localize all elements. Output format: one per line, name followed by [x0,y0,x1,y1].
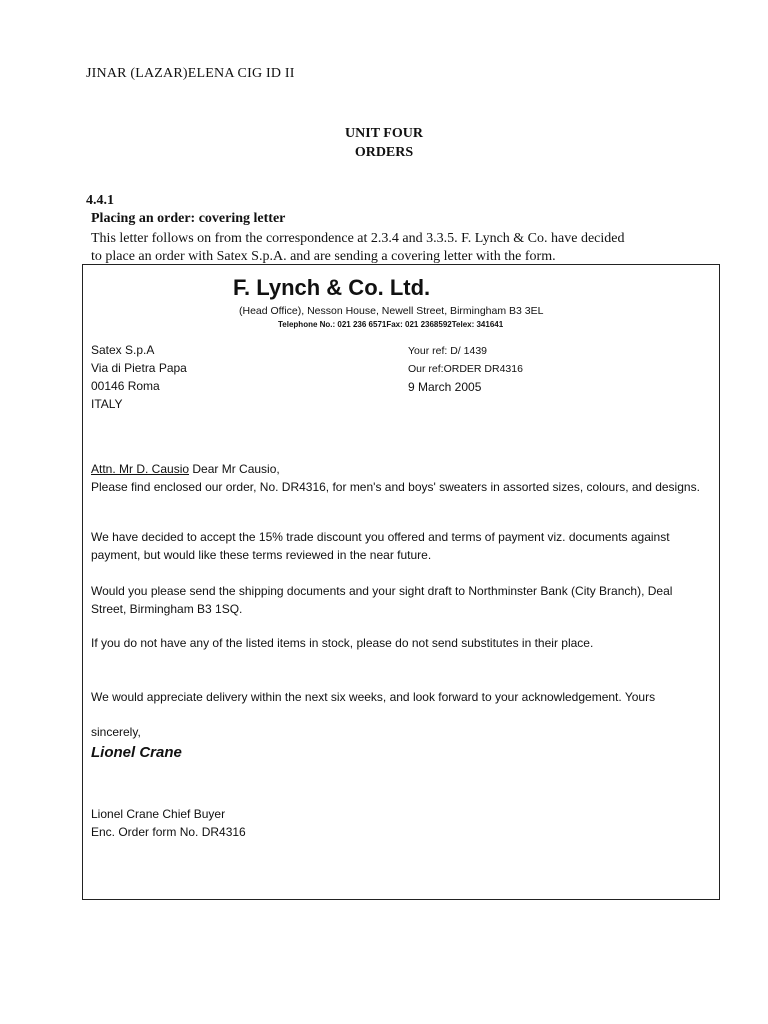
intro-line-2: to place an order with Satex S.p.A. and are sending a covering letter with the form. [91,249,556,264]
recipient-line: 00146 Roma [91,379,160,393]
letter-paragraph-3: Would you please send the shipping documents and your sight draft to Northminster Bank (City Branch), Deal Street, Birmingham B3 1SQ. [91,584,673,616]
section-heading: Placing an order: covering letter [91,211,286,226]
signature: Lionel Crane [91,744,182,761]
letter-paragraph-4: If you do not have any of the listed items in stock, please do not send substitutes in their place. [91,636,594,650]
recipient-address [91,341,187,413]
signer-title: Lionel Crane Chief Buyer [91,807,226,821]
student-name-line: JINAR (LAZAR)ELENA CIG ID II [86,66,295,81]
unit-subtitle: ORDERS [354,145,414,160]
letter-paragraph-1 [91,460,711,496]
company-name: F. Lynch & Co. Ltd. [233,275,431,300]
recipient-line: ITALY [91,397,123,411]
section-intro [91,230,691,266]
enclosure-note: Enc. Order form No. DR4316 [91,825,246,839]
recipient-line: Satex S.p.A [91,343,155,357]
salutation: Dear Mr Causio, [189,462,280,476]
letter-paragraph-5: We would appreciate delivery within the next six weeks, and look forward to your acknowledgement. Yours [91,690,656,704]
unit-title: UNIT FOUR [345,126,423,141]
company-address: (Head Office), Nesson House, Newell Street, Birmingham B3 3EL [239,305,544,317]
intro-line-1: This letter follows on from the correspondence at 2.3.4 and 3.3.5. F. Lynch & Co. have decided [91,231,625,246]
recipient-line: Via di Pietra Papa [91,361,187,375]
signer-block [91,805,246,841]
our-ref: Our ref:ORDER DR4316 [408,363,523,375]
unit-title-block [0,124,768,162]
your-ref: Your ref: D/ 1439 [408,345,487,357]
attention-line: Attn. Mr D. Causio [91,462,190,476]
company-contact: Telephone No.: 021 236 6571Fax: 021 2368592Telex: 341641 [278,320,504,329]
closing: sincerely, [91,725,141,739]
letter-date: 9 March 2005 [408,380,482,394]
reference-block [408,342,523,396]
section-number: 4.4.1 [86,193,114,208]
paragraph-text: Please find enclosed our order, No. DR4316, for men's and boys' sweaters in assorted sizes, colours, and designs. [91,480,700,494]
letter-paragraph-2: We have decided to accept the 15% trade discount you offered and terms of payment viz. documents against payment, but would like these terms reviewed in the near future. [91,530,670,562]
